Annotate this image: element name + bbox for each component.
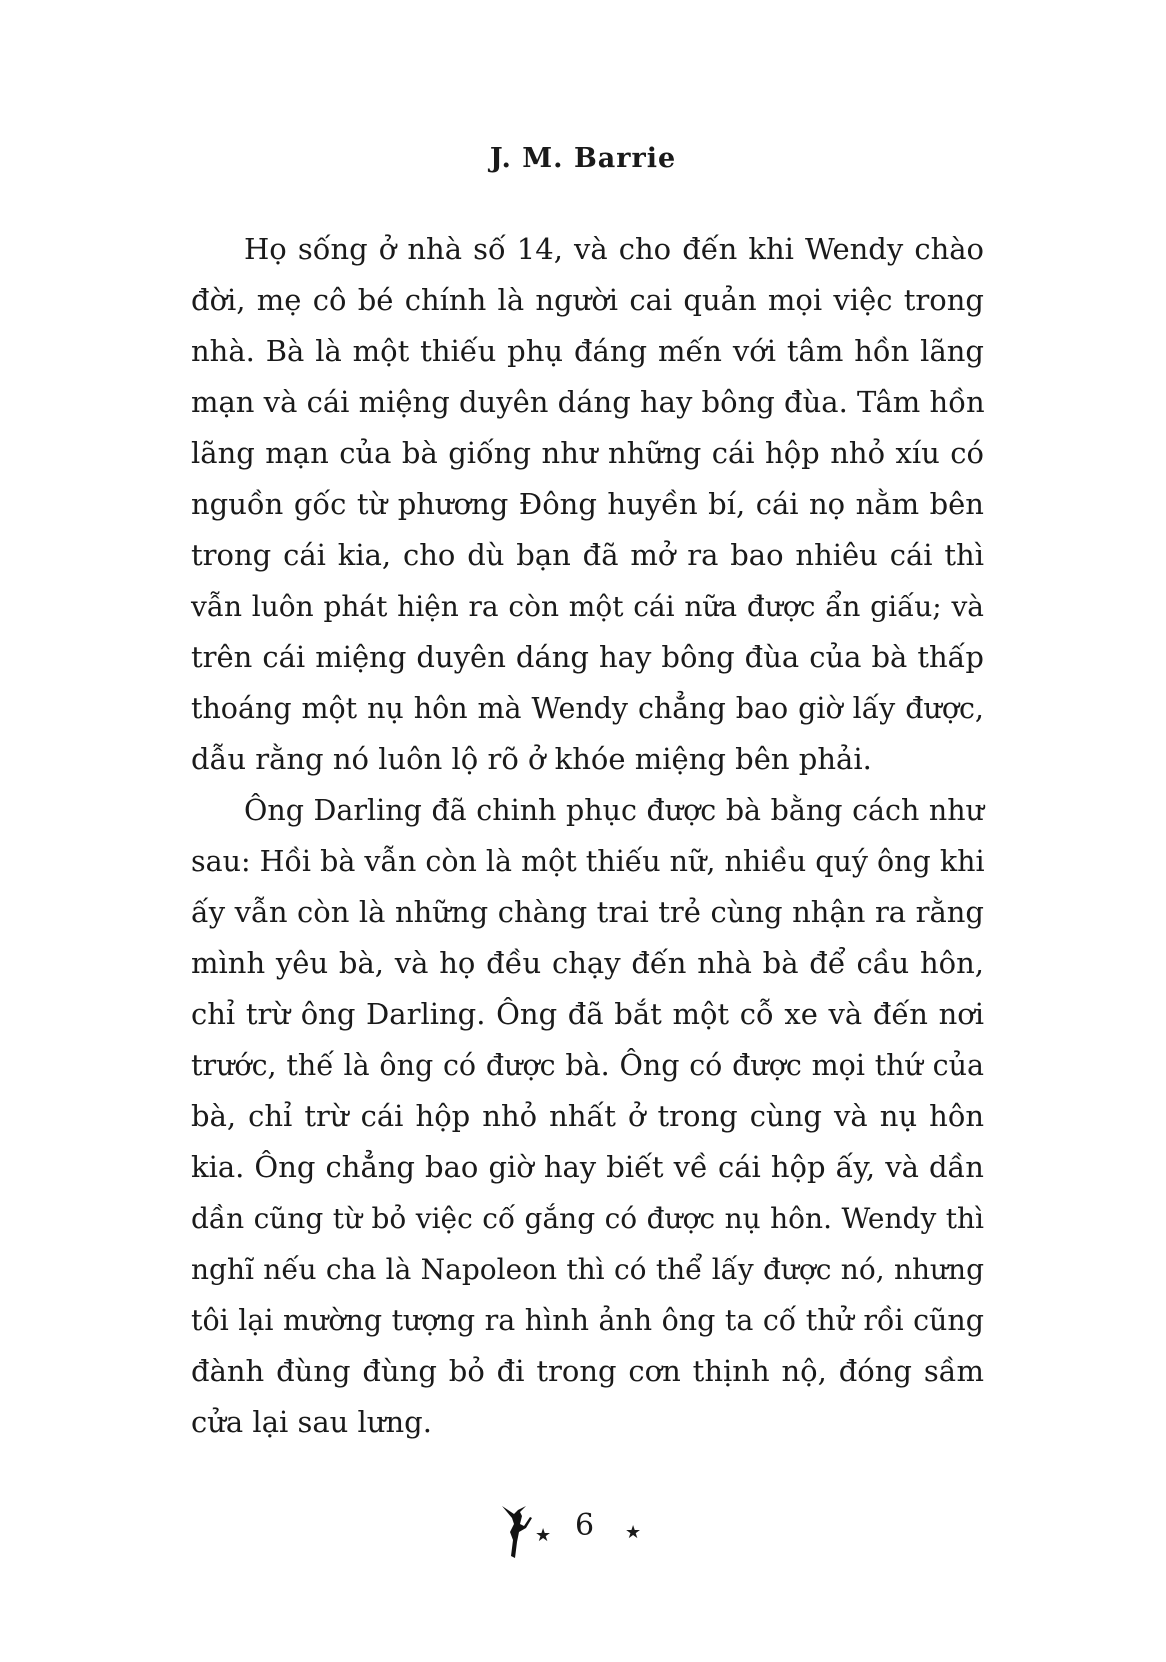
text-line: bà, chỉ trừ cái hộp nhỏ nhất ở trong cùng và nụ hôn bbox=[191, 1099, 984, 1133]
page-footer bbox=[0, 1490, 1166, 1560]
text-line: trên cái miệng duyên dáng hay bông đùa của bà thấp bbox=[191, 640, 984, 674]
text-line: nghĩ nếu cha là Napoleon thì có thể lấy được nó, nhưng bbox=[191, 1253, 984, 1286]
text-line: trong cái kia, cho dù bạn đã mở ra bao nhiêu cái thì bbox=[191, 538, 984, 572]
star-icon: ★ bbox=[625, 1522, 642, 1543]
text-line: dẫu rằng nó luôn lộ rõ ở khóe miệng bên phải. bbox=[191, 742, 872, 776]
text-line: Ông Darling đã chinh phục được bà bằng cách như bbox=[244, 794, 984, 827]
text-line: tôi lại mường tượng ra hình ảnh ông ta cố thử rồi cũng bbox=[191, 1304, 984, 1337]
fairy-icon bbox=[500, 1504, 534, 1560]
text-line: Họ sống ở nhà số 14, và cho đến khi Wendy chào bbox=[244, 232, 984, 266]
text-line: chỉ trừ ông Darling. Ông đã bắt một cỗ xe và đến nơi bbox=[191, 997, 984, 1031]
page-number: 6 bbox=[575, 1508, 595, 1543]
text-line: mạn và cái miệng duyên dáng hay bông đùa. Tâm hồn bbox=[191, 385, 985, 419]
star-icon: ★ bbox=[535, 1525, 552, 1546]
body-text bbox=[191, 224, 984, 1448]
text-line: cửa lại sau lưng. bbox=[191, 1405, 432, 1439]
text-line: mình yêu bà, và họ đều chạy đến nhà bà để cầu hôn, bbox=[191, 946, 984, 980]
text-line: đành đùng đùng bỏ đi trong cơn thịnh nộ, đóng sầm bbox=[191, 1354, 984, 1388]
text-line: lãng mạn của bà giống như những cái hộp nhỏ xíu có bbox=[191, 436, 984, 470]
text-line: dần cũng từ bỏ việc cố gắng có được nụ hôn. Wendy thì bbox=[191, 1202, 984, 1235]
text-line: vẫn luôn phát hiện ra còn một cái nữa được ẩn giấu; và bbox=[191, 590, 984, 623]
paragraph-1 bbox=[191, 224, 984, 785]
text-line: trước, thế là ông có được bà. Ông có được mọi thứ của bbox=[191, 1049, 984, 1082]
paragraph-2 bbox=[191, 785, 984, 1448]
text-line: nguồn gốc từ phương Đông huyền bí, cái nọ nằm bên bbox=[191, 487, 984, 521]
text-line: thoáng một nụ hôn mà Wendy chẳng bao giờ lấy được, bbox=[191, 692, 984, 725]
text-line: đời, mẹ cô bé chính là người cai quản mọi việc trong bbox=[191, 283, 984, 317]
text-line: sau: Hồi bà vẫn còn là một thiếu nữ, nhiều quý ông khi bbox=[191, 845, 985, 878]
text-line: nhà. Bà là một thiếu phụ đáng mến với tâm hồn lãng bbox=[191, 334, 984, 368]
text-line: ấy vẫn còn là những chàng trai trẻ cùng nhận ra rằng bbox=[191, 895, 984, 929]
text-line: kia. Ông chẳng bao giờ hay biết về cái hộp ấy, và dần bbox=[191, 1150, 984, 1184]
running-header-author: J. M. Barrie bbox=[489, 143, 677, 174]
